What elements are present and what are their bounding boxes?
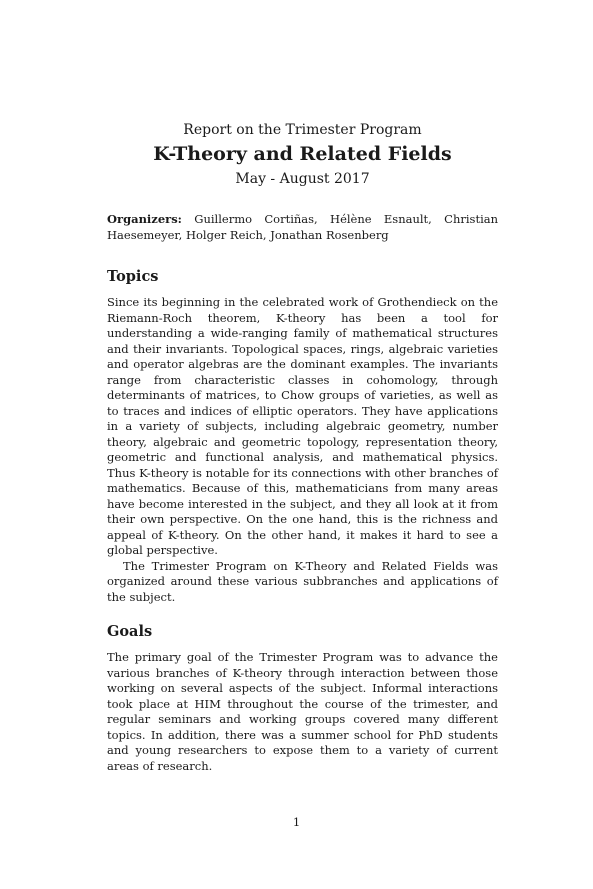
page-number: 1 [292,815,301,829]
report-subtitle: Report on the Trimester Program [183,122,422,138]
topics-paragraph-1: Since its beginning in the celebrated work of Grothendieck on the Riemann-Roch theorem, K-theory has been a tool for understanding a wide-ranging family of mathematical structures and their invariants. Topological spaces, rings, algebraic varieties and operator algebras are the dominant examples. The invariants range from characteristic classes in cohomology, through determinants of matrices, to Chow groups of varieties, as well as to traces and indices of elliptic operators. They have applications in a variety of subjects, including algebraic geometry, number theory, algebraic and geometric topology, representation theory, geometric and functional analysis, and mathematical physics. Thus K-theory is notable for its connections with other branches of mathematics. Because of this, mathematicians from many areas have become interested in the subject, and they all look at it from their own perspective. On the one hand, this is the richness and appeal of K-theory. On the other hand, it makes it hard to see a global perspective. [107,295,498,557]
program-dates: May - August 2017 [235,171,370,187]
goals-heading: Goals [107,623,153,640]
document-title: K-Theory and Related Fields [153,143,452,165]
organizers-names: Guillermo Cortiñas, Hélène Esnault, Christian Haesemeyer, Holger Reich, Jonathan Rosenberg [107,212,499,242]
organizers-block [107,212,498,243]
goals-paragraph-1: The primary goal of the Trimester Program was to advance the various branches of K-theory through interaction between those working on several aspects of the subject. Informal interactions took place at HIM throughout the course of the trimester, and regular seminars and working groups covered many different topics. In addition, there was a summer school for PhD students and young researchers to expose them to a variety of current areas of research. [107,650,498,773]
topics-paragraph-2: The Trimester Program on K-Theory and Related Fields was organized around these various subbranches and applications of the subject. [107,558,498,604]
organizers-label: Organizers: [107,212,182,226]
topics-heading: Topics [107,268,159,285]
document-page [0,121,593,889]
